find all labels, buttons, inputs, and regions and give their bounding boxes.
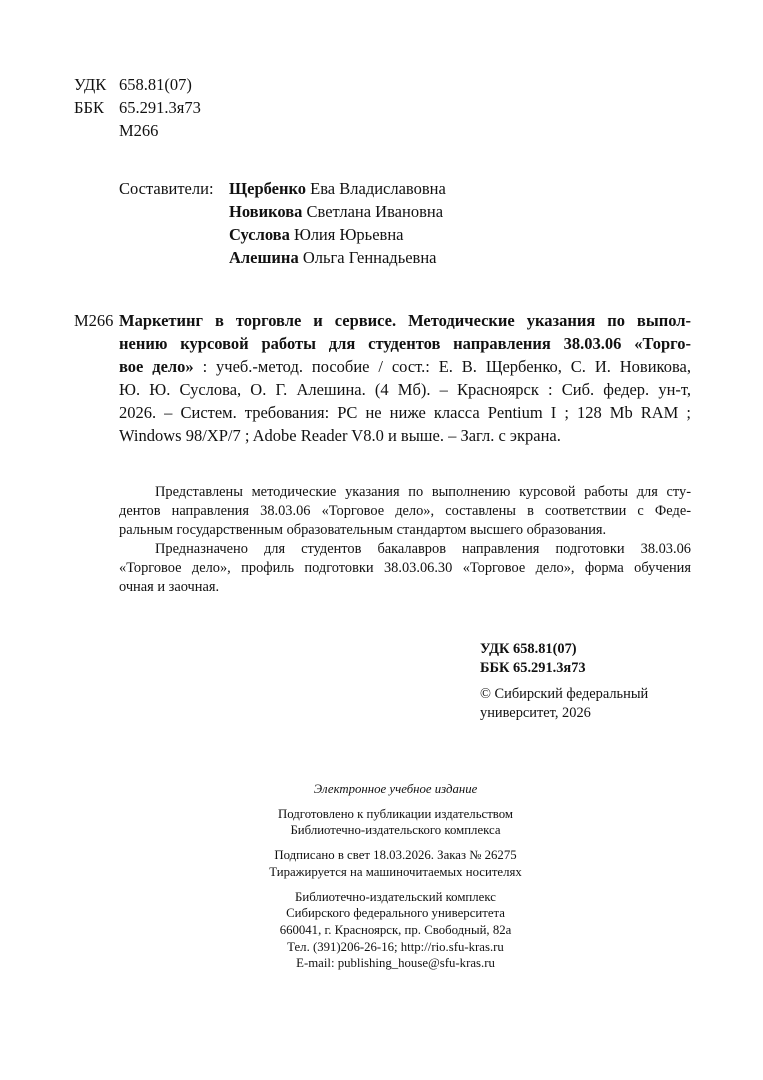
annotation-line: ральным государственным образовательным стандартом высшего образования.	[119, 522, 607, 538]
annotation-line: Представлены методические указания по выполнению курсовой работы для сту-	[155, 484, 691, 500]
publisher-line: Сибирского федерального университета	[286, 906, 505, 921]
compiler-surname: Алешина	[229, 248, 299, 267]
publisher-phone: Тел. (391)206-26-16; http://rio.sfu-kras.ru	[287, 939, 504, 954]
biblio-title-line: нению курсовой работы для студентов направления 38.03.06 «Торго-	[119, 334, 691, 353]
compiler-item	[229, 177, 446, 200]
copyright-line: университет, 2026	[480, 705, 591, 721]
biblio-author-mark: М266	[74, 311, 114, 330]
compiler-item	[229, 246, 446, 269]
codes-block	[480, 640, 648, 723]
publisher-email: E-mail: publishing_house@sfu-kras.ru	[296, 956, 495, 971]
edition-type: Электронное учебное издание	[313, 782, 478, 796]
biblio-desc-line: Windows 98/XP/7 ; Adobe Reader V8.0 и выше. – Загл. с экрана.	[119, 426, 561, 445]
biblio-desc-line: : учеб.-метод. пособие / сост.: Е. В. Щербенко, С. И. Новикова,	[193, 357, 691, 376]
annotation-paragraph	[119, 483, 691, 540]
compiler-name: Ева Владиславовна	[306, 179, 446, 198]
biblio-desc-line: Ю. Ю. Суслова, О. Г. Алешина. (4 Мб). – Красноярск : Сиб. федер. ун-т,	[119, 380, 691, 399]
compiler-item	[229, 200, 446, 223]
bbk-code: ББК 65.291.3я73	[480, 660, 586, 676]
compiler-item	[229, 223, 446, 246]
bibliographic-record	[74, 309, 691, 447]
publisher-address: 660041, г. Красноярск, пр. Свободный, 82а	[279, 922, 512, 937]
annotation-line: дентов направления 38.03.06 «Торговое дело», составлены в соответствии с Феде-	[119, 503, 691, 519]
compilers-list	[229, 177, 446, 269]
bbk-value: 65.291.3я73	[119, 98, 201, 117]
signed-line: Подписано в свет 18.03.2026. Заказ № 26275	[274, 848, 517, 863]
biblio-desc-line: 2026. – Систем. требования: PC не ниже класса Pentium I ; 128 Mb RAM ;	[119, 403, 691, 422]
udk-code: УДК 658.81(07)	[480, 641, 577, 657]
compilers-label: Составители:	[119, 179, 214, 198]
prep-line: Библиотечно-издательского комплекса	[290, 823, 501, 838]
prep-line: Подготовлено к публикации издательством	[277, 806, 514, 821]
annotation-line: «Торговое дело», профиль подготовки 38.03.06.30 «Торговое дело», форма обучения	[119, 560, 691, 576]
biblio-title-line: Маркетинг в торговле и сервисе. Методические указания по выпол-	[119, 311, 691, 330]
annotation	[119, 483, 691, 597]
annotation-line: Предназначено для студентов бакалавров направления подготовки 38.03.06	[155, 541, 691, 557]
annotation-paragraph	[119, 540, 691, 597]
copyright-line: © Сибирский федеральный	[480, 686, 649, 702]
udk-value: 658.81(07)	[119, 75, 192, 94]
classification-block	[74, 73, 201, 142]
copyright	[480, 685, 648, 723]
publisher-line: Библиотечно-издательский комплекс	[295, 889, 496, 904]
udk-label: УДК	[74, 75, 107, 94]
annotation-line: очная и заочная.	[119, 579, 220, 595]
imprint-block	[0, 781, 763, 972]
compiler-name: Светлана Ивановна	[302, 202, 444, 221]
compiler-name: Ольга Геннадьевна	[298, 248, 437, 267]
compiler-surname: Щербенко	[229, 179, 307, 198]
compiler-surname: Суслова	[229, 225, 290, 244]
copies-line: Тиражируется на машиночитаемых носителях	[269, 864, 522, 879]
bbk-label: ББК	[74, 98, 104, 117]
author-mark: М266	[119, 121, 159, 140]
biblio-title-line: вое дело»	[119, 357, 194, 376]
compiler-surname: Новикова	[229, 202, 303, 221]
compiler-name: Юлия Юрьевна	[289, 225, 404, 244]
